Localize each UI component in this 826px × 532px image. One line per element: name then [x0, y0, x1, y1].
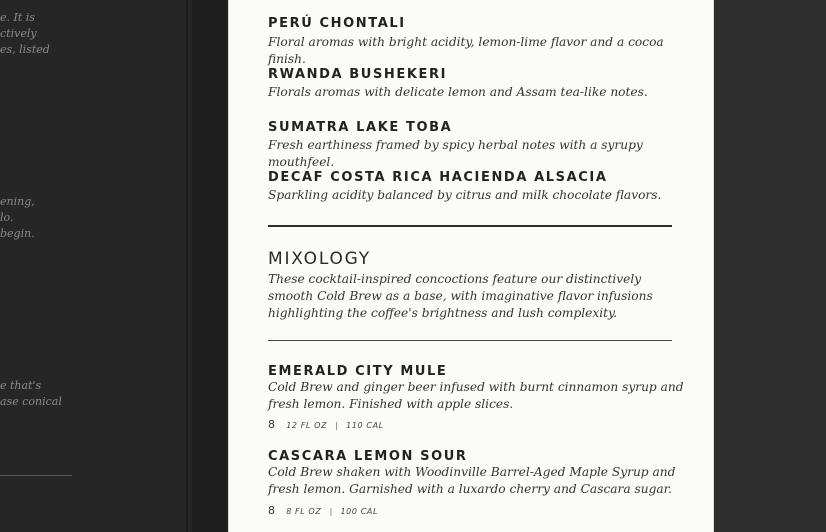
drink-price: 8 [268, 504, 275, 517]
left-text-fragment: e. It is [0, 11, 35, 24]
price-separator: | [335, 421, 338, 430]
drink-calories: 100 CAL [340, 507, 379, 516]
coffee-name: PERÚ CHONTALI [268, 16, 406, 31]
left-divider [0, 475, 72, 476]
section-intro: These cocktail-inspired concoctions feature our distinctively smooth Cold Brew as a base, with imaginative flavor infusions highlighting the coffee's brightness and lush complexity. [268, 272, 653, 320]
section-divider-thin [268, 340, 672, 341]
drink-description: Cold Brew shaken with Woodinville Barrel-Aged Maple Syrup and fresh lemon. Garnished with a luxardo cherry and Cascara sugar. [268, 465, 676, 496]
gutter-shadow [192, 0, 228, 532]
left-text-fragment: lo. [0, 211, 14, 224]
left-menu-panel [0, 0, 192, 532]
drink-size: 8 FL OZ [286, 507, 322, 516]
price-separator: | [329, 507, 333, 516]
left-text-fragment: ening, [0, 195, 35, 208]
right-background [714, 0, 826, 532]
drink-calories: 110 CAL [346, 421, 384, 430]
drink-price-line [268, 418, 384, 431]
left-text-fragment: ctively [0, 27, 37, 40]
drink-size: 12 FL OZ [286, 421, 328, 430]
coffee-description: Florals aromas with delicate lemon and Assam tea-like notes. [268, 85, 648, 99]
drink-description: Cold Brew and ginger beer infused with burnt cinnamon syrup and fresh lemon. Finished with apple slices. [268, 380, 684, 411]
coffee-name: SUMATRA LAKE TOBA [268, 120, 453, 135]
drink-name: EMERALD CITY MULE [268, 364, 448, 379]
coffee-name: DECAF COSTA RICA HACIENDA ALSACIA [268, 170, 608, 185]
left-text-fragment: es, listed [0, 43, 50, 56]
coffee-name: RWANDA BUSHEKERI [268, 67, 448, 82]
left-text-fragment: e that's [0, 379, 42, 392]
coffee-description: Sparkling acidity balanced by citrus and milk chocolate flavors. [268, 188, 662, 202]
left-text-fragment: begin. [0, 227, 35, 240]
section-title: MIXOLOGY [268, 249, 371, 269]
page-fold [186, 0, 188, 532]
coffee-description: Fresh earthiness framed by spicy herbal notes with a syrupy mouthfeel. [268, 138, 643, 169]
drink-price: 8 [268, 418, 275, 431]
section-divider [268, 225, 672, 227]
coffee-description: Floral aromas with bright acidity, lemon-lime flavor and a cocoa finish. [268, 35, 664, 66]
left-text-fragment: ase conical [0, 395, 62, 408]
drink-price-line [268, 504, 378, 517]
drink-name: CASCARA LEMON SOUR [268, 449, 468, 464]
